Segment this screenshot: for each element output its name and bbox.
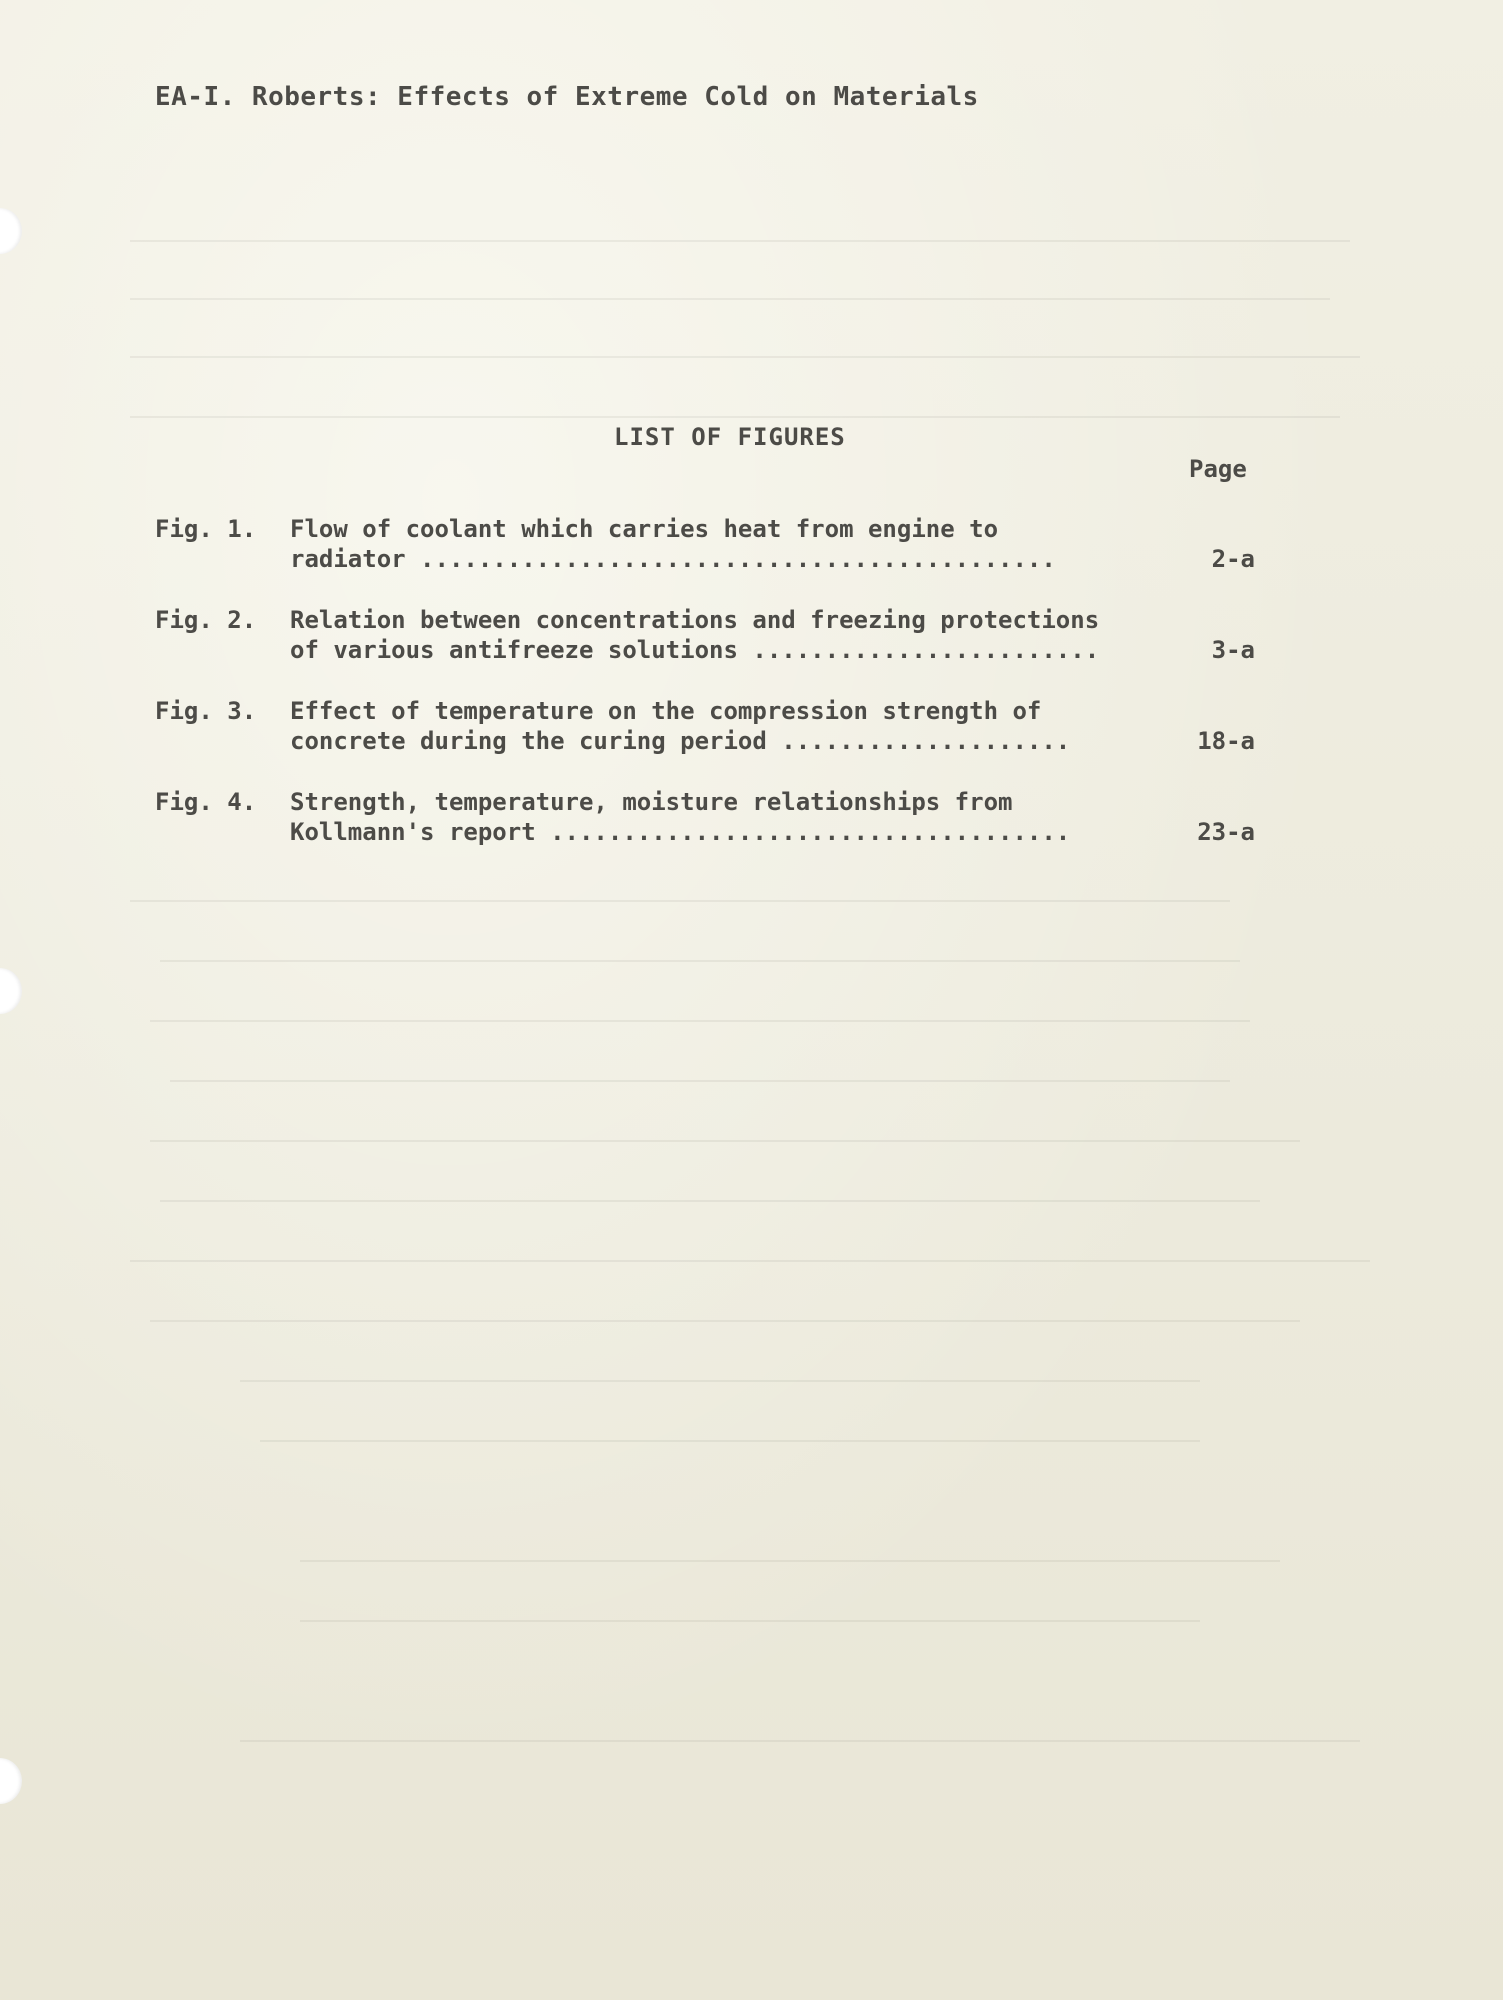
bleed-through-line xyxy=(160,960,1240,962)
bleed-through-line xyxy=(260,1440,1200,1442)
bleed-through-line xyxy=(170,1080,1230,1082)
figure-page-number: 3-a xyxy=(1211,636,1255,664)
bleed-through-line xyxy=(130,240,1350,242)
bleed-through-line xyxy=(150,1320,1300,1322)
figure-label: Fig. 1. xyxy=(155,515,257,543)
figure-title-line: of various antifreeze solutions ........................ xyxy=(290,636,1100,664)
document-header: EA-I. Roberts: Effects of Extreme Cold on Materials xyxy=(155,82,979,112)
figure-page-number: 2-a xyxy=(1211,545,1255,573)
figure-title-line: Kollmann's report .................................... xyxy=(290,818,1071,846)
figure-page-number: 18-a xyxy=(1197,727,1255,755)
bleed-through-line xyxy=(150,1020,1250,1022)
bleed-through-line xyxy=(130,1260,1370,1262)
figure-label: Fig. 2. xyxy=(155,606,257,634)
bleed-through-line xyxy=(300,1560,1280,1562)
figure-label: Fig. 4. xyxy=(155,788,257,816)
bleed-through-line xyxy=(160,1200,1260,1202)
bleed-through-line xyxy=(240,1380,1200,1382)
figure-title-line: Strength, temperature, moisture relationships from xyxy=(290,788,1013,816)
bleed-through-line xyxy=(240,1740,1360,1742)
punch-hole xyxy=(0,968,22,1014)
figure-title-line: concrete during the curing period .................... xyxy=(290,727,1071,755)
page-column-heading: Page xyxy=(1189,455,1247,483)
figure-title-line: Relation between concentrations and freezing protections xyxy=(290,606,1100,634)
bleed-through-line xyxy=(150,1140,1300,1142)
punch-hole xyxy=(0,1758,22,1804)
figure-title-line: Effect of temperature on the compression strength of xyxy=(290,697,1042,725)
bleed-through-line xyxy=(130,900,1230,902)
figure-label: Fig. 3. xyxy=(155,697,257,725)
figure-page-number: 23-a xyxy=(1197,818,1255,846)
bleed-through-line xyxy=(130,298,1330,300)
figure-title-line: Flow of coolant which carries heat from engine to xyxy=(290,515,999,543)
punch-hole xyxy=(0,208,22,254)
bleed-through-line xyxy=(130,416,1340,418)
figure-title-line: radiator ............................................ xyxy=(290,545,1056,573)
list-title: LIST OF FIGURES xyxy=(614,423,846,451)
bleed-through-line xyxy=(300,1620,1200,1622)
bleed-through-line xyxy=(130,356,1360,358)
